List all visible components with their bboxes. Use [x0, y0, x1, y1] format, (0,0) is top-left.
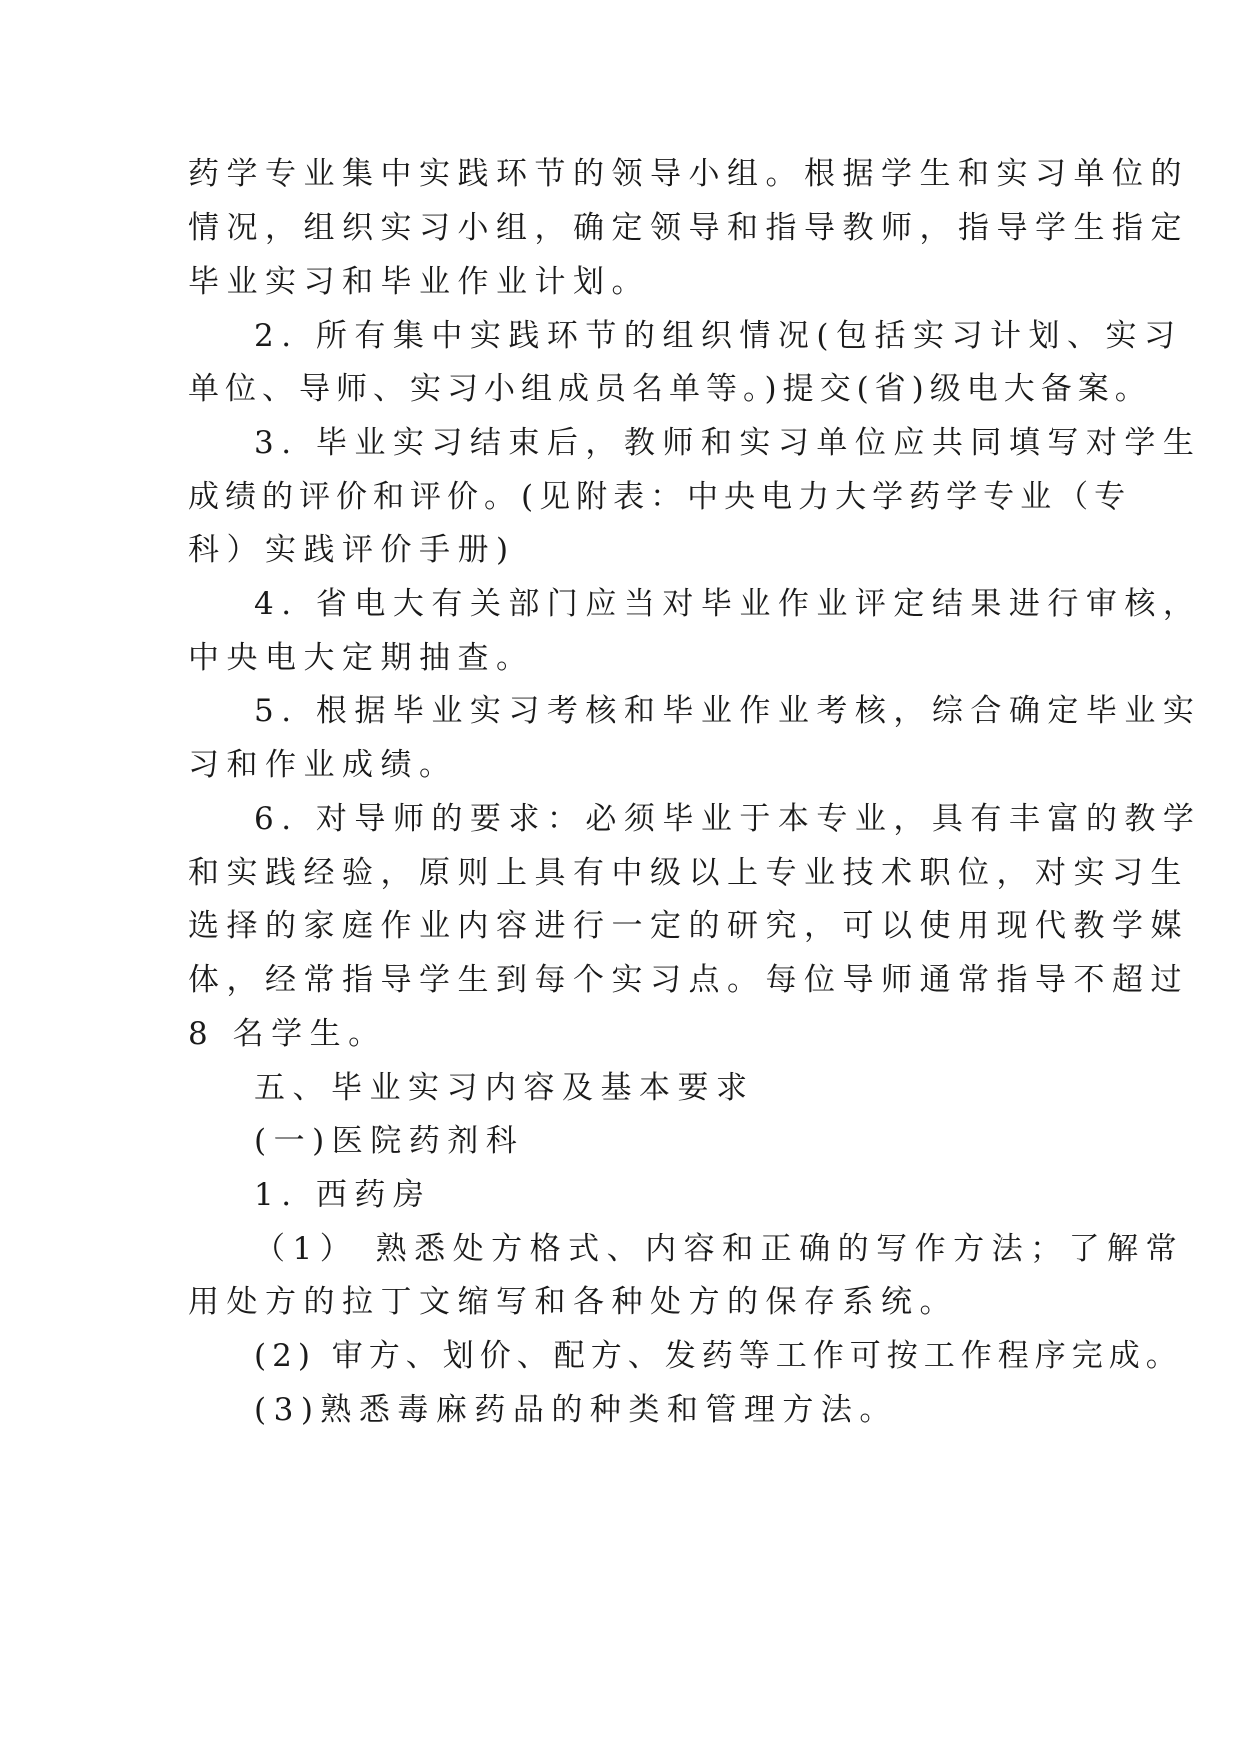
paragraph-line: 单位、导师、实习小组成员名单等。)提交(省)级电大备案。: [188, 371, 1152, 407]
paragraph-line: 8 名学生。: [188, 1016, 387, 1052]
paragraph-line: 选择的家庭作业内容进行一定的研究，可以使用现代教学媒: [188, 908, 1189, 944]
paragraph-line: 用处方的拉丁文缩写和各种处方的保存系统。: [188, 1284, 958, 1320]
paragraph-line: 4. 省电大有关部门应当对毕业作业评定结果进行审核，: [254, 586, 1202, 622]
paragraph-line: 和实践经验，原则上具有中级以上专业技术职位，对实习生: [188, 855, 1189, 891]
paragraph-line: 药学专业集中实践环节的领导小组。根据学生和实习单位的: [188, 156, 1189, 192]
paragraph-line: （1） 熟悉处方格式、内容和正确的写作方法；了解常: [254, 1231, 1185, 1267]
paragraph-line: 中央电大定期抽查。: [188, 640, 535, 676]
item-heading: 1. 西药房: [254, 1177, 432, 1213]
paragraph-line: 成绩的评价和评价。(见附表：中央电力大学药学专业（专: [188, 479, 1132, 515]
paragraph-line: (2) 审方、划价、配方、发药等工作可按工作程序完成。: [254, 1338, 1183, 1374]
paragraph-line: 情况，组织实习小组，确定领导和指导教师，指导学生指定: [188, 210, 1189, 246]
subsection-heading: (一)医院药剂科: [254, 1123, 525, 1159]
section-heading: 五、毕业实习内容及基本要求: [254, 1070, 755, 1106]
paragraph-line: 5. 根据毕业实习考核和毕业作业考核，综合确定毕业实: [254, 693, 1202, 729]
paragraph-line: 毕业实习和毕业作业计划。: [188, 264, 650, 300]
paragraph-line: 6. 对导师的要求：必须毕业于本专业，具有丰富的教学: [254, 801, 1202, 837]
paragraph-line: (3)熟悉毒麻药品的种类和管理方法。: [254, 1392, 898, 1428]
paragraph-line: 科）实践评价手册): [188, 532, 516, 568]
paragraph-line: 体，经常指导学生到每个实习点。每位导师通常指导不超过: [188, 962, 1189, 998]
paragraph-line: 3. 毕业实习结束后，教师和实习单位应共同填写对学生: [254, 425, 1202, 461]
paragraph-line: 习和作业成绩。: [188, 747, 458, 783]
paragraph-line: 2. 所有集中实践环节的组织情况(包括实习计划、实习: [254, 318, 1183, 354]
